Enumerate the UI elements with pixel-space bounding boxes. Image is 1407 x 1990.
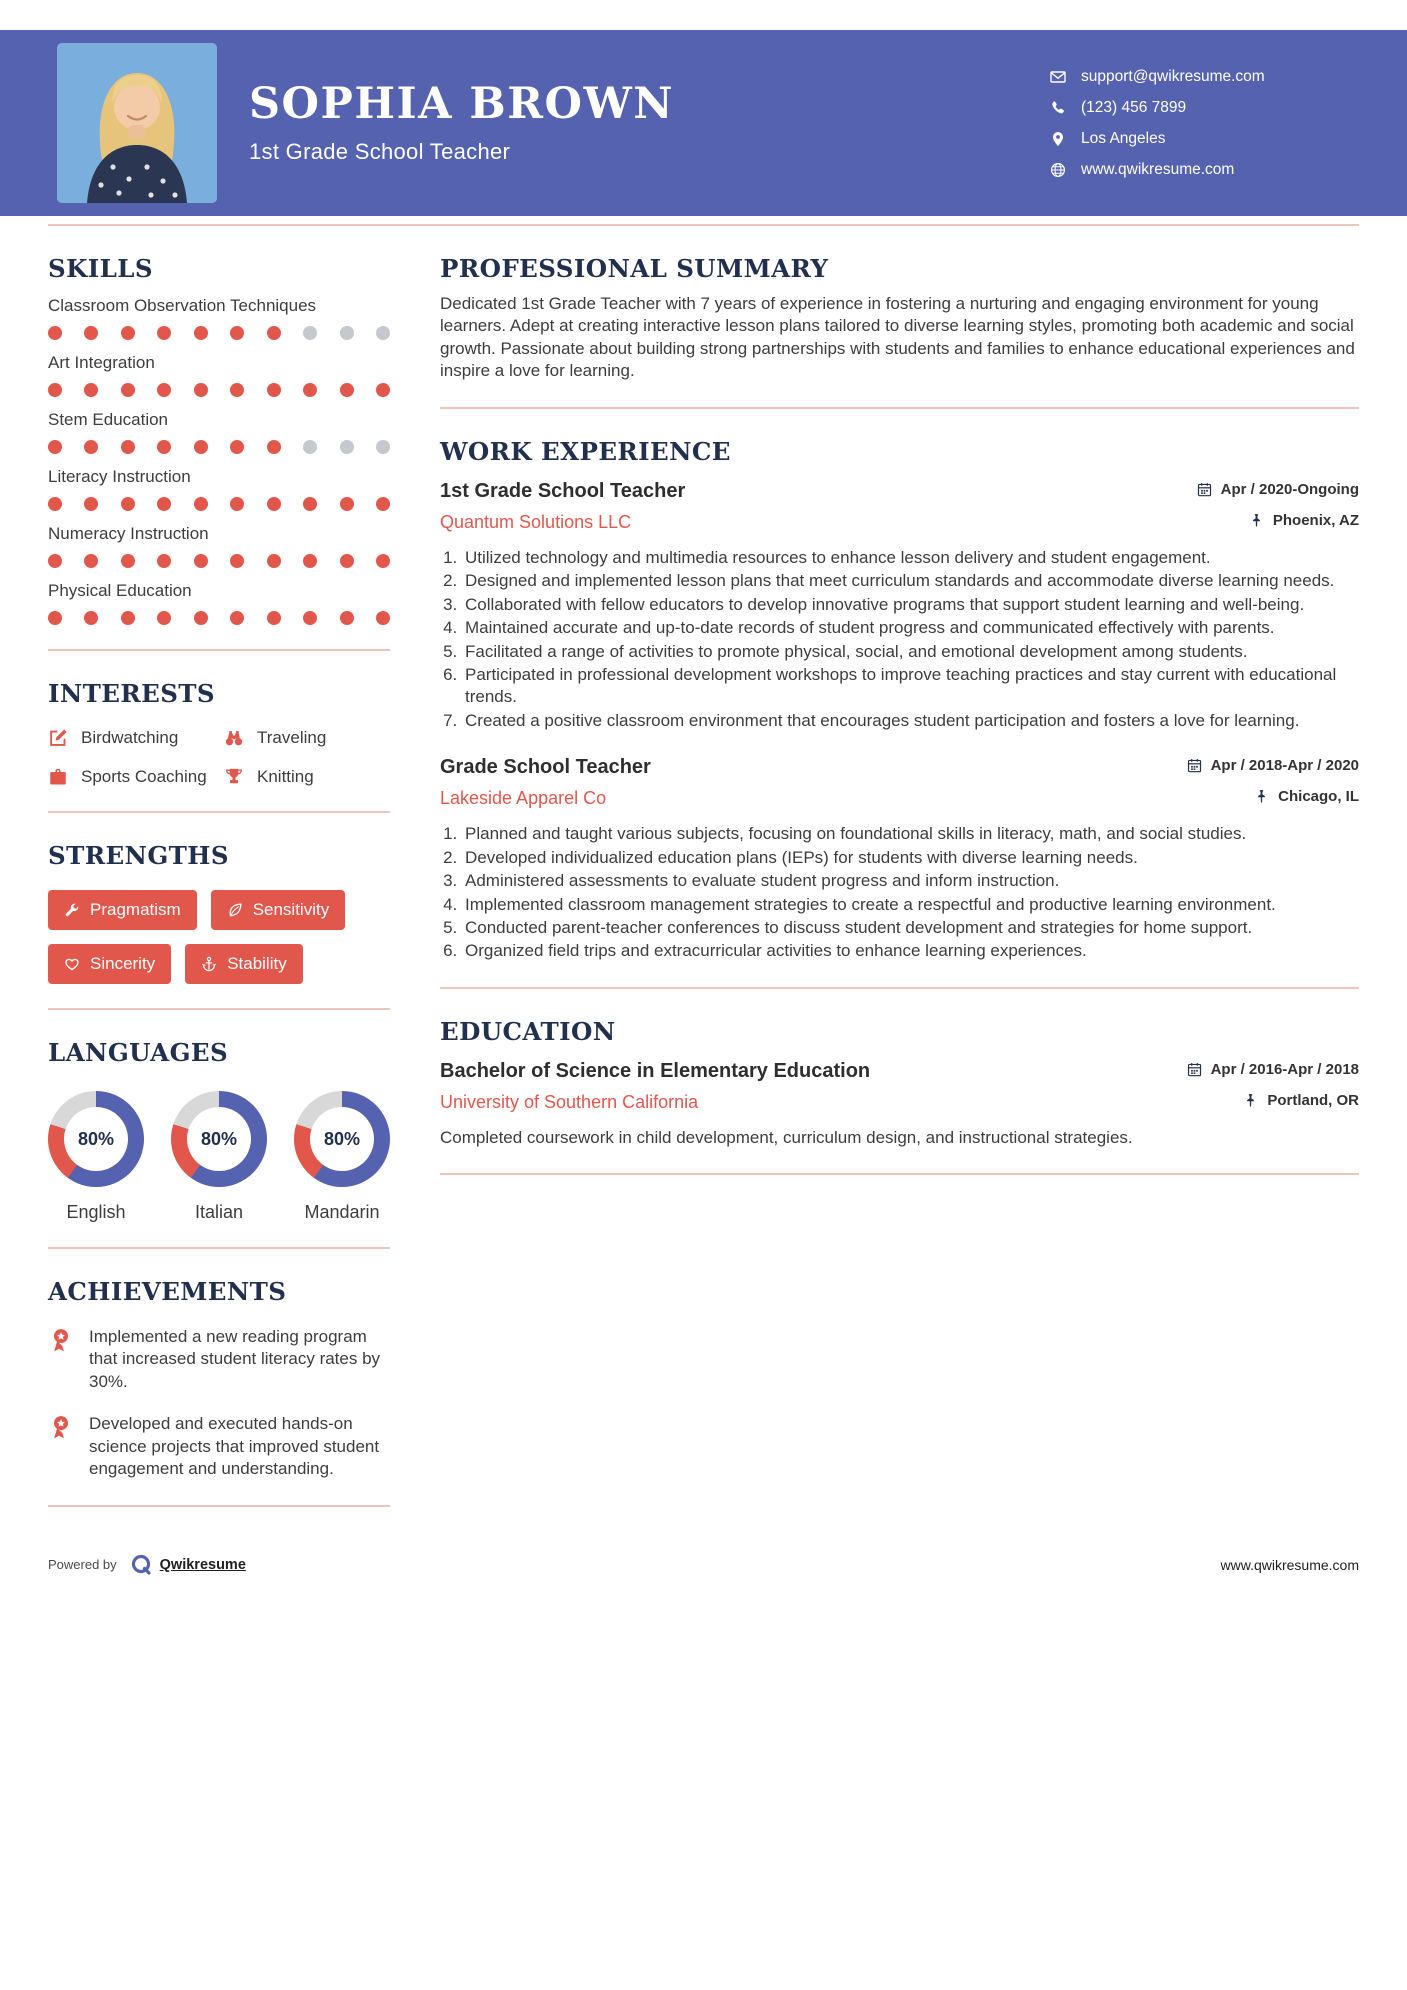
language-label: Mandarin bbox=[304, 1202, 380, 1222]
achievements-heading: ACHIEVEMENTS bbox=[48, 1277, 287, 1306]
person-name: SOPHIA BROWN bbox=[249, 79, 675, 130]
strength-label: Sincerity bbox=[90, 954, 156, 973]
skill-name: Physical Education bbox=[48, 581, 192, 600]
job-bullet: 5. Facilitated a range of activities to promote physical, social, and emotional development among students. bbox=[462, 641, 1359, 663]
job-bullet: 1. Utilized technology and multimedia resources to enhance lesson delivery and student engagement. bbox=[462, 547, 1359, 569]
skill-name: Literacy Instruction bbox=[48, 467, 191, 486]
skill-rating bbox=[48, 554, 390, 568]
job-entry bbox=[440, 480, 1359, 733]
wrench-icon bbox=[64, 902, 80, 918]
job-bullet: 4. Maintained accurate and up-to-date records of student progress and communicated effectively with parents. bbox=[462, 617, 1359, 639]
skill-dot bbox=[84, 554, 98, 568]
interests-heading: INTERESTS bbox=[48, 679, 216, 708]
qwikresume-logo-link[interactable] bbox=[129, 1553, 246, 1577]
left-column bbox=[48, 226, 390, 1507]
job-location-row bbox=[1249, 512, 1359, 529]
contact-text: (123) 456 7899 bbox=[1081, 98, 1187, 116]
languages-list bbox=[48, 1091, 390, 1223]
identity-block bbox=[249, 81, 674, 164]
strength-badge bbox=[185, 944, 303, 984]
skill-rating bbox=[48, 497, 390, 511]
pin-icon bbox=[1249, 513, 1264, 528]
skill-name: Art Integration bbox=[48, 353, 155, 372]
skill-rating bbox=[48, 611, 390, 625]
skill-dot bbox=[48, 554, 62, 568]
skill-dot bbox=[267, 611, 281, 625]
section-divider bbox=[440, 987, 1359, 989]
skill-dot bbox=[376, 497, 390, 511]
skill-rating bbox=[48, 383, 390, 397]
job-dates-row bbox=[1187, 757, 1359, 774]
skill-dot bbox=[84, 383, 98, 397]
skill-rating bbox=[48, 440, 390, 454]
job-bullet: 1. Planned and taught various subjects, focusing on foundational skills in literacy, math, and social studies. bbox=[462, 823, 1359, 845]
education-header bbox=[440, 1060, 1359, 1083]
skill-dot bbox=[376, 383, 390, 397]
globe-icon bbox=[1050, 162, 1066, 178]
skill-dot bbox=[340, 440, 354, 454]
interest-label: Sports Coaching bbox=[81, 767, 207, 786]
header bbox=[0, 30, 1407, 216]
skill-dot bbox=[157, 383, 171, 397]
skill-rating bbox=[48, 326, 390, 340]
leaf-icon bbox=[227, 902, 243, 918]
skill-dot bbox=[303, 326, 317, 340]
strength-badge bbox=[48, 890, 197, 930]
skills-heading: SKILLS bbox=[48, 254, 153, 283]
anchor-icon bbox=[201, 956, 217, 972]
skill-name: Numeracy Instruction bbox=[48, 524, 209, 543]
strength-badge bbox=[211, 890, 346, 930]
language-item bbox=[171, 1091, 267, 1223]
language-donut-chart bbox=[294, 1091, 390, 1187]
job-company: Lakeside Apparel Co bbox=[440, 788, 607, 809]
contact-row[interactable] bbox=[1050, 99, 1350, 117]
job-bullet: 6. Participated in professional development workshops to improve teaching practices and stay current with educational trends. bbox=[462, 664, 1359, 709]
award-icon bbox=[48, 1414, 74, 1440]
job-bullet: 4. Implemented classroom management strategies to create a respectful and productive learning environment. bbox=[462, 894, 1359, 916]
job-company: Quantum Solutions LLC bbox=[440, 511, 632, 532]
interests-list bbox=[48, 728, 390, 787]
skill-dot bbox=[267, 440, 281, 454]
skill-dot bbox=[267, 554, 281, 568]
skill-dot bbox=[230, 383, 244, 397]
achievement-item bbox=[48, 1413, 390, 1480]
language-label: Italian bbox=[194, 1202, 244, 1222]
contact-text: support@qwikresume.com bbox=[1081, 67, 1265, 85]
skill-item bbox=[48, 410, 390, 454]
phone-icon bbox=[1050, 100, 1066, 116]
skill-dot bbox=[376, 326, 390, 340]
skill-dot bbox=[48, 440, 62, 454]
language-item bbox=[294, 1091, 390, 1223]
experience-heading: WORK EXPERIENCE bbox=[440, 436, 731, 466]
strength-label: Stability bbox=[227, 954, 287, 973]
skill-dot bbox=[121, 440, 135, 454]
job-bullet: 7. Created a positive classroom environment that encourages student participation and fosters a love for learning. bbox=[462, 710, 1359, 732]
education-heading: EDUCATION bbox=[440, 1016, 616, 1046]
skill-dot bbox=[84, 497, 98, 511]
job-bullet: 6. Organized field trips and extracurricular activities to enhance learning experiences. bbox=[462, 940, 1359, 962]
job-location-row bbox=[1254, 788, 1359, 805]
skill-dot bbox=[303, 554, 317, 568]
education-entry bbox=[440, 1060, 1359, 1149]
achievements-list bbox=[48, 1326, 390, 1481]
job-bullet: 3. Collaborated with fellow educators to develop innovative programs that support student learning and well-being. bbox=[462, 594, 1359, 616]
language-percent: 80% bbox=[323, 1128, 361, 1149]
person-title: 1st Grade School Teacher bbox=[249, 138, 511, 164]
calendar-icon bbox=[1187, 1062, 1202, 1077]
job-subheader bbox=[440, 788, 1359, 809]
language-donut-chart bbox=[171, 1091, 267, 1187]
summary-text: Dedicated 1st Grade Teacher with 7 years of experience in fostering a nurturing and engaging environment for young learners. Adept at creating interactive lesson plans tailored to diverse learning styles, promoting both academic and social growth. Passionate about building strong partnerships with students and families to enhance educational experiences and inspire a love for learning. bbox=[440, 294, 1355, 381]
education-dates-row bbox=[1187, 1061, 1359, 1078]
language-percent: 80% bbox=[200, 1128, 238, 1149]
job-dates-row bbox=[1197, 481, 1359, 498]
contact-list bbox=[1050, 68, 1350, 179]
education-note: Completed coursework in child development, curriculum design, and instructional strategies. bbox=[440, 1127, 1133, 1147]
job-title: Grade School Teacher bbox=[440, 756, 651, 779]
skill-dot bbox=[194, 440, 208, 454]
skill-dot bbox=[194, 326, 208, 340]
powered-by-label: Powered by bbox=[48, 1557, 117, 1573]
skill-item bbox=[48, 353, 390, 397]
skill-dot bbox=[84, 440, 98, 454]
interest-item bbox=[48, 767, 224, 787]
binoculars-icon bbox=[224, 728, 244, 748]
contact-text: www.qwikresume.com bbox=[1081, 160, 1235, 178]
skill-dot bbox=[194, 497, 208, 511]
calendar-icon bbox=[1187, 758, 1202, 773]
education-subheader bbox=[440, 1092, 1359, 1113]
job-bullet: 2. Designed and implemented lesson plans that meet curriculum standards and accommodate diverse learning needs. bbox=[462, 570, 1359, 592]
calendar-icon bbox=[1197, 482, 1212, 497]
skill-dot bbox=[48, 326, 62, 340]
section-divider bbox=[48, 649, 390, 651]
achievement-text: Developed and executed hands-on science projects that improved student engagement and understanding. bbox=[89, 1414, 380, 1479]
skill-dot bbox=[230, 497, 244, 511]
strength-label: Sensitivity bbox=[252, 900, 330, 919]
skill-dot bbox=[48, 383, 62, 397]
strength-label: Pragmatism bbox=[90, 900, 181, 919]
skill-dot bbox=[376, 611, 390, 625]
school-name: University of Southern California bbox=[440, 1091, 699, 1112]
skill-dot bbox=[230, 611, 244, 625]
pin-icon bbox=[1254, 789, 1269, 804]
skill-name: Stem Education bbox=[48, 410, 169, 429]
skill-dot bbox=[340, 326, 354, 340]
language-label: English bbox=[66, 1202, 126, 1222]
interest-label: Traveling bbox=[257, 728, 327, 747]
achievement-item bbox=[48, 1326, 390, 1393]
footer bbox=[0, 1553, 1407, 1577]
contact-row[interactable] bbox=[1050, 68, 1350, 86]
skill-dot bbox=[230, 326, 244, 340]
trophy-icon bbox=[224, 767, 244, 787]
section-divider bbox=[48, 811, 390, 813]
job-header bbox=[440, 756, 1359, 779]
pencil-icon bbox=[48, 728, 68, 748]
email-icon bbox=[1050, 69, 1066, 85]
skill-dot bbox=[267, 497, 281, 511]
skill-dot bbox=[157, 326, 171, 340]
interest-item bbox=[224, 767, 390, 787]
skill-dot bbox=[121, 383, 135, 397]
skill-dot bbox=[121, 611, 135, 625]
skill-dot bbox=[121, 554, 135, 568]
job-bullet: 2. Developed individualized education plans (IEPs) for students with diverse learning needs. bbox=[462, 847, 1359, 869]
skill-dot bbox=[48, 497, 62, 511]
achievement-text: Implemented a new reading program that increased student literacy rates by 30%. bbox=[89, 1327, 381, 1391]
job-bullet-list bbox=[440, 547, 1359, 733]
skill-dot bbox=[303, 440, 317, 454]
profile-photo bbox=[57, 43, 217, 203]
skill-dot bbox=[303, 383, 317, 397]
strengths-heading: STRENGTHS bbox=[48, 841, 229, 870]
skill-dot bbox=[194, 611, 208, 625]
job-location: Chicago, IL bbox=[1278, 788, 1359, 806]
skill-dot bbox=[267, 383, 281, 397]
right-column bbox=[440, 226, 1359, 1175]
skill-dot bbox=[376, 554, 390, 568]
education-location: Portland, OR bbox=[1267, 1091, 1359, 1109]
skill-dot bbox=[340, 611, 354, 625]
language-donut-center bbox=[64, 1107, 128, 1171]
education-location-row bbox=[1243, 1092, 1359, 1109]
language-donut-chart bbox=[48, 1091, 144, 1187]
skill-dot bbox=[157, 497, 171, 511]
interest-item bbox=[48, 728, 224, 748]
skill-dot bbox=[303, 611, 317, 625]
skill-dot bbox=[194, 554, 208, 568]
skill-dot bbox=[84, 326, 98, 340]
job-bullet: 5. Conducted parent-teacher conferences to discuss student development and strategies for home support. bbox=[462, 917, 1359, 939]
skill-dot bbox=[121, 497, 135, 511]
section-divider bbox=[440, 1173, 1359, 1175]
language-donut-center bbox=[187, 1107, 251, 1171]
job-dates: Apr / 2020-Ongoing bbox=[1220, 480, 1359, 498]
skill-dot bbox=[230, 554, 244, 568]
section-divider bbox=[48, 1008, 390, 1010]
degree-title: Bachelor of Science in Elementary Education bbox=[440, 1059, 871, 1082]
pin-icon bbox=[1243, 1093, 1258, 1108]
skill-dot bbox=[376, 440, 390, 454]
job-header bbox=[440, 480, 1359, 503]
skill-dot bbox=[157, 440, 171, 454]
skill-dot bbox=[340, 383, 354, 397]
interest-label: Knitting bbox=[257, 767, 314, 786]
skill-dot bbox=[157, 611, 171, 625]
qwikresume-brand: Qwikresume bbox=[159, 1556, 246, 1573]
skill-name: Classroom Observation Techniques bbox=[48, 296, 317, 315]
skills-list bbox=[48, 296, 390, 625]
briefcase-icon bbox=[48, 767, 68, 787]
section-divider bbox=[440, 407, 1359, 409]
section-divider bbox=[48, 1505, 390, 1507]
job-title: 1st Grade School Teacher bbox=[440, 479, 686, 502]
job-bullet: 3. Administered assessments to evaluate student progress and inform instruction. bbox=[462, 870, 1359, 892]
summary-heading: PROFESSIONAL SUMMARY bbox=[440, 254, 829, 283]
strength-badge bbox=[48, 944, 171, 984]
skill-dot bbox=[340, 554, 354, 568]
job-dates: Apr / 2018-Apr / 2020 bbox=[1210, 757, 1359, 775]
award-icon bbox=[48, 1327, 74, 1353]
job-subheader bbox=[440, 512, 1359, 533]
content-columns bbox=[0, 226, 1407, 1507]
language-donut-center bbox=[310, 1107, 374, 1171]
skill-dot bbox=[121, 326, 135, 340]
location-icon bbox=[1050, 131, 1066, 147]
contact-row[interactable] bbox=[1050, 161, 1350, 179]
contact-text: Los Angeles bbox=[1081, 129, 1166, 147]
job-bullet-list bbox=[440, 823, 1359, 963]
contact-row[interactable] bbox=[1050, 130, 1350, 148]
language-item bbox=[48, 1091, 144, 1223]
skill-dot bbox=[230, 440, 244, 454]
skill-dot bbox=[48, 611, 62, 625]
language-percent: 80% bbox=[77, 1128, 115, 1149]
job-location: Phoenix, AZ bbox=[1272, 511, 1359, 529]
footer-site-link[interactable]: www.qwikresume.com bbox=[1220, 1556, 1359, 1573]
section-divider bbox=[48, 1247, 390, 1249]
skill-dot bbox=[157, 554, 171, 568]
interest-item bbox=[224, 728, 390, 748]
heart-icon bbox=[64, 956, 80, 972]
skill-dot bbox=[340, 497, 354, 511]
skill-dot bbox=[303, 497, 317, 511]
skill-dot bbox=[194, 383, 208, 397]
skill-item bbox=[48, 524, 390, 568]
qwikresume-logo-icon bbox=[129, 1553, 153, 1577]
interest-label: Birdwatching bbox=[81, 728, 179, 747]
job-entry bbox=[440, 756, 1359, 963]
strengths-list bbox=[48, 890, 390, 984]
skill-item bbox=[48, 296, 390, 340]
languages-heading: LANGUAGES bbox=[48, 1038, 229, 1067]
education-dates: Apr / 2016-Apr / 2018 bbox=[1210, 1060, 1359, 1078]
skill-dot bbox=[84, 611, 98, 625]
skill-item bbox=[48, 467, 390, 511]
skill-item bbox=[48, 581, 390, 625]
profile-photo-illustration bbox=[57, 43, 217, 203]
skill-dot bbox=[267, 326, 281, 340]
